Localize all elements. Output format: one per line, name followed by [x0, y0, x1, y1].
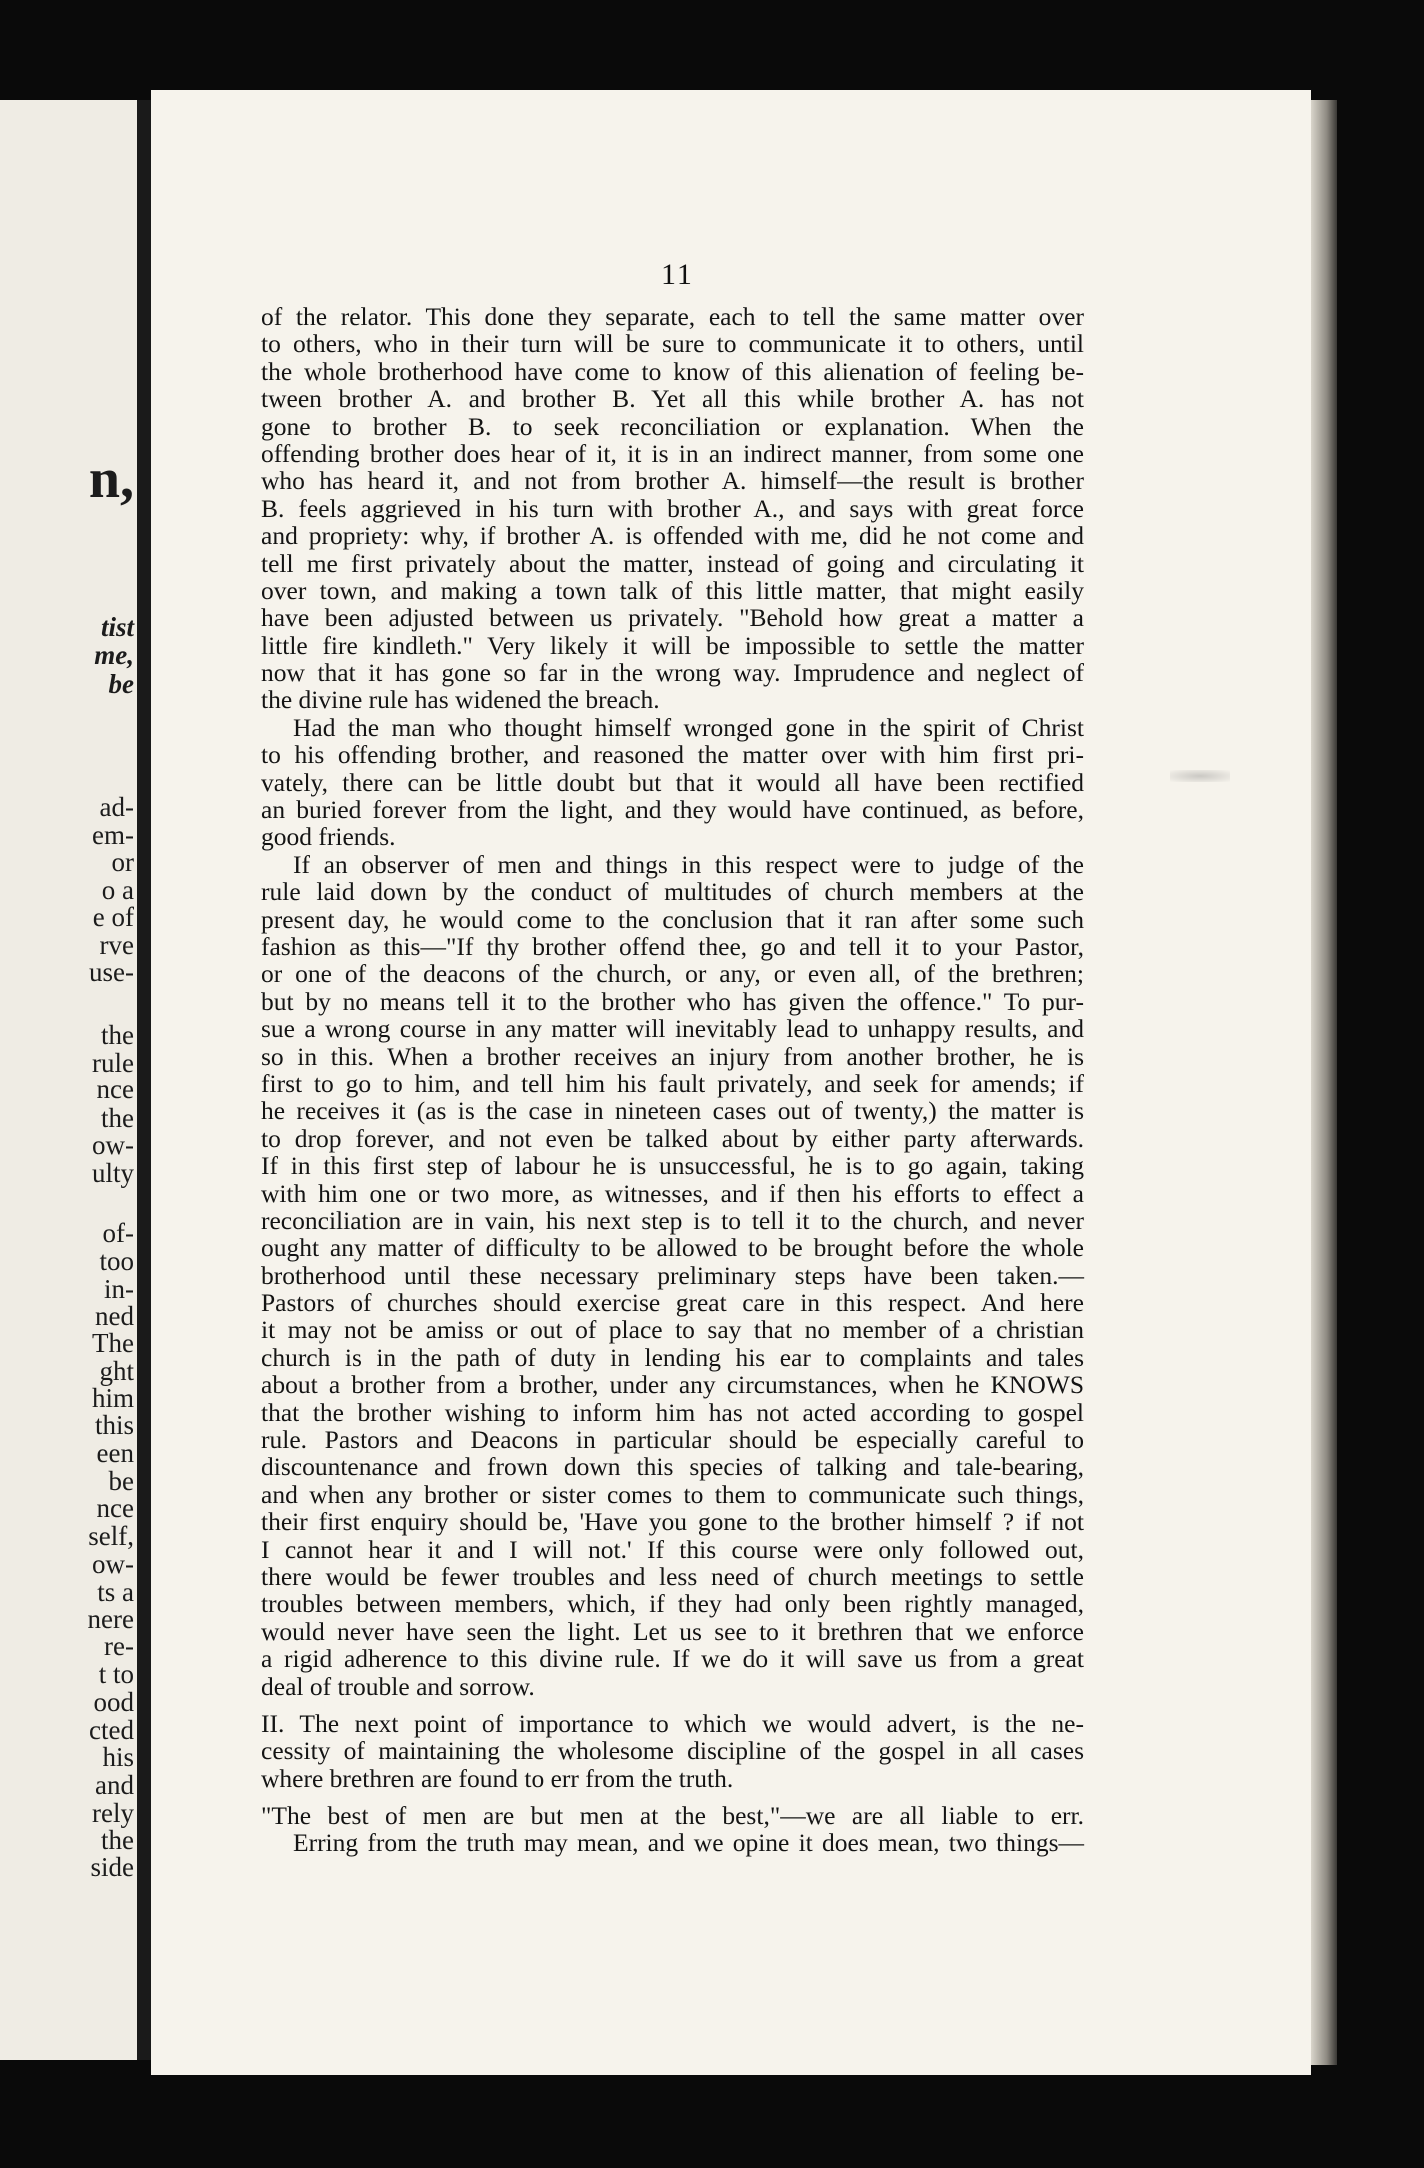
text-line: so in this. When a brother receives an injury from another brother, he is [261, 1041, 1084, 1071]
text-line: good friends. [261, 822, 396, 852]
text-line: the whole brotherhood have come to know of this alienation of feeling be- [261, 356, 1084, 386]
text-line: gone to brother B. to seek reconciliation or explanation. When the [261, 411, 1084, 441]
text-line: over town, and making a town talk of this little matter, that might easily [261, 575, 1084, 605]
facing-page-fragment-text: self, [88, 1521, 134, 1551]
text-line: discountenance and frown down this species of talking and tale-bearing, [261, 1452, 1084, 1482]
facing-page-fragment-text: or [111, 847, 134, 877]
text-line: cessity of maintaining the wholesome discipline of the gospel in all cases [261, 1736, 1084, 1766]
facing-page-fragment-text: the [101, 1825, 134, 1855]
text-line: would never have seen the light. Let us see to it brethren that we enforce [261, 1616, 1084, 1646]
text-line: church is in the path of duty in lending his ear to complaints and tales [261, 1342, 1084, 1372]
text-line: and propriety: why, if brother A. is offended with me, did he not come and [261, 521, 1084, 551]
text-line: the divine rule has widened the breach. [261, 685, 660, 715]
text-line: If an observer of men and things in this respect were to judge of the [293, 849, 1084, 879]
text-line: vately, there can be little doubt but that it would all have been rectified [261, 767, 1084, 797]
text-line: to his offending brother, and reasoned the matter over with him first pri- [261, 740, 1084, 770]
text-line: If in this first step of labour he is unsuccessful, he is to go again, taking [261, 1151, 1084, 1181]
text-line: and when any brother or sister comes to them to communicate such things, [261, 1479, 1084, 1509]
facing-page-fragment-text: e of [92, 902, 134, 932]
facing-page-fragment-text: em- [92, 820, 134, 850]
facing-page-fragment-text: t to [98, 1659, 134, 1689]
text-line: with him one or two more, as witnesses, and if then his efforts to effect a [261, 1178, 1084, 1208]
text-line: that the brother wishing to inform him has not acted according to gospel [261, 1397, 1084, 1427]
text-line: sue a wrong course in any matter will inevitably lead to unhappy results, and [261, 1014, 1084, 1044]
text-line: rule. Pastors and Deacons in particular should be especially careful to [261, 1425, 1084, 1455]
facing-page-fragment-text: ned [95, 1301, 134, 1331]
text-line: fashion as this—"If thy brother offend thee, go and tell it to your Pastor, [261, 931, 1084, 961]
text-line: about a brother from a brother, under any circumstances, when he KNOWS [261, 1370, 1084, 1400]
text-line: to others, who in their turn will be sure to communicate it to others, until [261, 329, 1084, 359]
facing-page-fragment-text: cted [89, 1715, 134, 1745]
text-line: first to go to him, and tell him his fault privately, and seek for amends; if [261, 1068, 1084, 1098]
text-line: there would be fewer troubles and less need of church meetings to settle [261, 1561, 1084, 1591]
text-line: reconciliation are in vain, his next step is to tell it to the church, and never [261, 1205, 1084, 1235]
facing-page-fragment-text: ow- [92, 1130, 134, 1160]
facing-page-fragment-text: ulty [91, 1158, 134, 1188]
facing-page-fragment-text: of- [102, 1218, 134, 1248]
text-line: B. feels aggrieved in his turn with brother A., and says with great force [261, 493, 1084, 523]
text-line: "The best of men are but men at the best,"—we are all liable to err. [261, 1801, 1084, 1831]
text-line: Erring from the truth may mean, and we opine it does mean, two things— [293, 1828, 1084, 1858]
facing-page-fragment-text: the [101, 1020, 134, 1050]
facing-page-fragment-text: side [90, 1852, 134, 1882]
text-line: now that it has gone so far in the wrong way. Imprudence and neglect of [261, 658, 1084, 688]
text-line: troubles between members, which, if they had only been rightly managed, [261, 1589, 1084, 1619]
text-line: he receives it (as is the case in nineteen cases out of twenty,) the matter is [261, 1096, 1084, 1126]
facing-page-fragment-text: be [108, 1466, 134, 1496]
facing-page-fragment [0, 100, 140, 2060]
margin-smudge [1170, 770, 1230, 782]
text-line: II. The next point of importance to which we would advert, is the ne- [261, 1708, 1084, 1738]
facing-page-fragment-text: re- [104, 1631, 134, 1661]
text-line: tell me first privately about the matter, instead of going and circulating it [261, 548, 1084, 578]
text-line: Had the man who thought himself wronged gone in the spirit of Christ [293, 712, 1084, 742]
facing-page-fragment-text: ght [99, 1356, 134, 1386]
facing-page-fragment-text: ad- [99, 792, 134, 822]
facing-page-fragment-text: the [101, 1103, 134, 1133]
facing-page-fragment-text: use- [89, 957, 134, 987]
facing-page-fragment-text: me, [94, 640, 134, 670]
facing-page-fragment-text: in- [104, 1274, 134, 1304]
facing-page-fragment-text: his [102, 1742, 134, 1772]
facing-page-fragment-text: nce [96, 1493, 134, 1523]
text-line: little fire kindleth." Very likely it will be impossible to settle the matter [261, 630, 1084, 660]
facing-page-fragment-text: him [91, 1383, 134, 1413]
facing-page-fragment-text: ood [93, 1687, 134, 1717]
facing-page-fragment-text: and [95, 1770, 134, 1800]
text-line: their first enquiry should be, 'Have you gone to the brother himself ? if not [261, 1507, 1084, 1537]
text-line: to drop forever, and not even be talked about by either party afterwards. [261, 1123, 1084, 1153]
facing-page-fragment-text: rule [92, 1048, 134, 1078]
facing-page-fragment-text: be [108, 669, 134, 699]
body-text [261, 303, 1084, 1857]
facing-page-fragment-text: een [96, 1438, 134, 1468]
facing-page-fragment-text: rve [99, 930, 134, 960]
facing-page-fragment-text: this [94, 1410, 134, 1440]
page-edge-shadow [1311, 100, 1337, 2065]
text-line: an buried forever from the light, and they would have continued, as before, [261, 795, 1084, 825]
text-line: deal of trouble and sorrow. [261, 1671, 535, 1701]
facing-page-fragment-text: n, [88, 448, 134, 510]
facing-page-fragment-text: tist [100, 612, 134, 642]
facing-page-fragment-text: nere [87, 1604, 134, 1634]
text-line: I cannot hear it and I will not.' If this course were only followed out, [261, 1534, 1084, 1564]
text-line: brotherhood until these necessary preliminary steps have been taken.— [261, 1260, 1084, 1290]
facing-page-fragment-text: ow- [92, 1549, 134, 1579]
text-line: offending brother does hear of it, it is in an indirect manner, from some one [261, 438, 1084, 468]
text-line: but by no means tell it to the brother who has given the offence." To pur- [261, 986, 1084, 1016]
facing-page-fragment-text: too [99, 1246, 134, 1276]
text-line: or one of the deacons of the church, or any, or even all, of the brethren; [261, 959, 1084, 989]
binding-gutter [137, 100, 151, 2060]
facing-page-fragment-text: rely [92, 1798, 134, 1828]
facing-page-fragment-text: o a [101, 875, 134, 905]
text-line: Pastors of churches should exercise great care in this respect. And here [261, 1288, 1084, 1318]
text-line: where brethren are found to err from the truth. [261, 1763, 734, 1793]
page-number: 11 [661, 258, 694, 291]
text-line: a rigid adherence to this divine rule. If we do it will save us from a great [261, 1644, 1084, 1674]
text-line: rule laid down by the conduct of multitudes of church members at the [261, 877, 1084, 907]
facing-page-fragment-text: nce [96, 1074, 134, 1104]
text-line: tween brother A. and brother B. Yet all this while brother A. has not [261, 384, 1084, 414]
text-line: of the relator. This done they separate, each to tell the same matter over [261, 302, 1084, 331]
text-line: present day, he would come to the conclusion that it ran after some such [261, 904, 1084, 934]
facing-page-fragment-text: The [92, 1328, 134, 1358]
facing-page-fragment-text: ts a [97, 1577, 134, 1607]
text-line: who has heard it, and not from brother A. himself—the result is brother [261, 466, 1084, 496]
text-line: have been adjusted between us privately. "Behold how great a matter a [261, 603, 1084, 633]
text-line: ought any matter of difficulty to be allowed to be brought before the whole [261, 1233, 1084, 1263]
text-line: it may not be amiss or out of place to say that no member of a christian [261, 1315, 1084, 1345]
